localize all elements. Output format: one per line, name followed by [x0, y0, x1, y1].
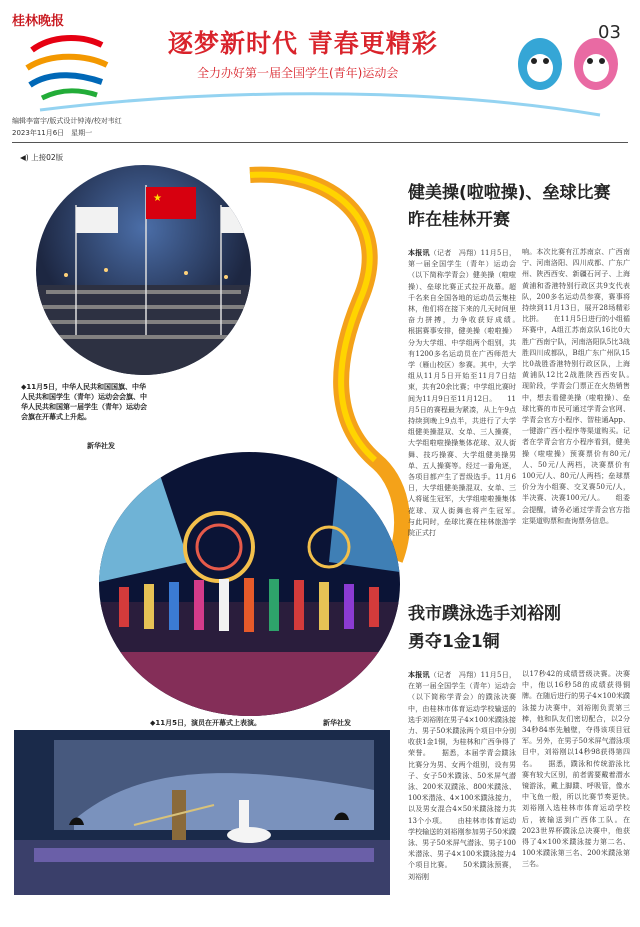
- stage-scene-photo: [14, 730, 390, 895]
- photo-credit-performance: 新华社发: [323, 719, 351, 727]
- article1-column1-text: [408, 247, 516, 539]
- article2-body-part1: 11月5日，在第一届全国学生（青年）运动会（以下简称学青会）的蹼泳决赛中，由桂林市体育运动学校输送的选手刘裕刚在男子4×100米蹼泳接力、男子50米蹼泳两个项目中分别收获1金1铜，为桂林和广西争得了荣誉。 据悉，本届学青会蹼泳比赛分为男、女两个组别，设有男子、女子50米蹼泳、50米屏气潜泳、200米双蹼泳、800米蹼泳、100米潜泳、4×100米蹼泳接力，以及男女混合4×50米蹼泳接力共13个小项。 由桂林市体育运动学校输送的刘裕刚参加男子50米蹼泳、男子50米屏气潜泳、男子100米潜泳、男子4×100米蹼泳接力4个项目比赛。 50米蹼泳预赛，刘裕刚: [408, 671, 516, 881]
- opening-performance-photo: [99, 452, 400, 716]
- flag-raising-photo: [36, 165, 251, 375]
- article1-byline: 本报讯: [408, 248, 430, 257]
- photo-credit-flags: 新华社发: [87, 442, 115, 450]
- olympic-rings-logo: [22, 30, 117, 102]
- svg-text:★: ★: [153, 193, 162, 204]
- article2-column1-text: [408, 669, 516, 883]
- article2-column2: [522, 669, 630, 919]
- article1-headline-line1: 健美操(啦啦操)、垒球比赛: [408, 183, 611, 203]
- article2-reporter: （记者 冯翔）: [429, 671, 481, 679]
- photo-caption-performance: ◆11月5日，演员在开幕式上表演。: [150, 719, 261, 727]
- article2-byline: 本报讯: [408, 670, 430, 679]
- speaker-icon: ◀): [20, 153, 29, 162]
- header-divider: [12, 142, 628, 143]
- continued-note-text: 上接02版: [31, 153, 64, 162]
- article1-headline-line2: 昨在桂林开赛: [408, 210, 510, 230]
- article1-headline: [408, 180, 630, 234]
- article1-body-part1: 11月5日，第一届全国学生（青年）运动会（以下简称学青会）健美操（啦啦操）、垒球比赛正式拉开战幕。超千名来自全国各地的运动员云集桂林，他们将在接下来的几天时间里奋力拼搏，力争收获好成绩。 根据赛事安排，健美操（啦啦操）分为大学组、中学组两个组别，共有1200多名运动员在广西师范大学（雁山校区）参赛。其中，大学组从11月5日开始至11月7日结束，共有20余比赛；中学组比赛时间为11月9日至11月12日。 11月5日的赛程最为紧凑，从上午9点持续到晚上9点半，共进行了大学组健美操混双、女单、三人操赛，大学组啦啦操操集体花球、双人街舞、技巧操赛、大学组健美操男单、五人操赛等。经过一番角逐，各项目都产生了晋级选手。11月6日，大学组健美操混双、女单、三人将诞生冠军，大学组啦啦操集体花球、双人街舞也将产生冠军。 与此同时，垒球比赛在桂林旅游学院正式打: [408, 249, 516, 538]
- subslogan: 全力办好第一届全国学生(青年)运动会: [197, 66, 399, 80]
- article2-headline-line2: 勇夺1金1铜: [408, 632, 500, 652]
- photo-caption-flags: ◆11月5日，中华人民共和国国旗、中华人民共和国学生（青年）运动会会旗、中华人民共和国第一届学生（青年）运动会会旗在开幕式上升起。: [21, 383, 147, 421]
- dateline: 2023年11月6日 星期一: [12, 129, 93, 137]
- page-number: 03: [598, 22, 621, 43]
- article1-body-part2: 响。本次比赛有江苏南京、广西南宁、河南洛阳、四川成都、广东广州、陕西西安、新疆石河子、上海黄浦和香港特别行政区共9支代表队，200多名运动员参赛，赛事将持续到11月13日，展开28场精彩比拼。 在11月5日进行的小组循环赛中，A组江苏南京队16比0大胜广西南宁队，河南洛阳队5比3战胜四川成都队，B组广东广州队15比0战胜香港特别行政区队，上海黄浦队12比2战胜陕西西安队。 现阶段，学青会门票正在火热销售中，想去看健美操（啦啦操）、垒球比赛的市民可通过学青会官网、学青会官方小程序、智桂通App、一键游广西小程序等渠道购买。记者在学青会官方小程序看到，健美操（啦啦操）预赛票价有80元/人、50元/人两档，决赛票价有100元/人、80元/人两档；垒球票价分为小组赛、交叉赛50元/人，半决赛、决赛100元/人。 组委会提醒，请务必通过学青会官方指定渠道购票和查询票务信息。: [522, 248, 630, 525]
- paper-name: 桂林晚报: [12, 14, 65, 29]
- article2-body-part2: 以17秒42的成绩晋级决赛。决赛中，他以16秒58的成绩获得铜牌。在随后进行的男子4×100米蹼泳接力决赛中，刘裕刚负责第三棒，他和队友们密切配合，以2分34秒84率先触壁，夺得该项目冠军。另外，在男子50米屏气潜泳项目中，刘裕刚以14秒98获得第四名。 据悉，蹼泳和传统游泳比赛有较大区别，前者需要戴着潜水镜游泳，戴上脚蹼、呼吸管，像水中飞鱼一般，所以比赛节奏更快。 刘裕刚入选桂林市体育运动学校后，被输送到广西体工队。在2023世界杯蹼泳总决赛中，他获得了4×100米蹼泳接力第二名、100米蹼泳第三名、200米蹼泳第三名。: [522, 670, 630, 869]
- article1-column2: [522, 247, 630, 592]
- slogan: 逐梦新时代 青春更精彩: [168, 29, 438, 58]
- article2-headline: [408, 600, 630, 656]
- article1-column1: [408, 247, 516, 592]
- editors-line: 编辑李富宇/版式设计钟涛/校对韦红: [12, 117, 122, 125]
- article2-headline-line1: 我市蹼泳选手刘裕刚: [408, 604, 561, 624]
- continued-note: [20, 152, 63, 163]
- article2-column1: [408, 669, 516, 919]
- article1-reporter: （记者 冯翔）: [429, 249, 481, 257]
